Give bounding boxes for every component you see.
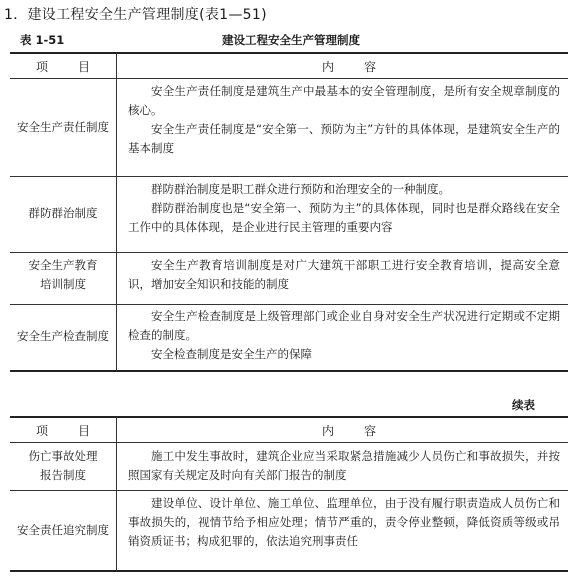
row-content bbox=[128, 494, 560, 551]
row-divider bbox=[10, 490, 568, 491]
row-content bbox=[128, 256, 560, 294]
table1-bottom-rule bbox=[10, 370, 568, 372]
content-paragraph: 建设单位、设计单位、施工单位、监理单位，由于没有履行职责造成人员伤亡和事故损失的，视情节给予相应处理；情节严重的，责令停业整顿，降低资质等级或吊销资质证书；构成犯罪的，依法追究刑事责任 bbox=[128, 496, 560, 548]
content-paragraph: 安全生产责任制度是建筑生产中最基本的安全管理制度，是所有安全规章制度的核心。 bbox=[128, 84, 560, 117]
row-item-label-line: 报告制度 bbox=[40, 468, 86, 482]
row-item-label-line: 伤亡事故处理 bbox=[28, 449, 98, 463]
row-divider bbox=[10, 176, 568, 177]
column-header-item: 项 目 bbox=[36, 60, 93, 74]
table1-header-rule bbox=[10, 78, 568, 79]
content-paragraph: 群防群治制度也是“安全第一、预防为主”的具体体现，同时也是群众路线在安全工作中的具体体现，是企业进行民主管理的重要内容 bbox=[128, 201, 560, 234]
row-item-label: 安全生产检查制度 bbox=[17, 329, 109, 343]
section-heading: 1．建设工程安全生产管理制度(表1—51) bbox=[4, 7, 267, 23]
column-header-content: 内 容 bbox=[322, 60, 379, 74]
row-divider bbox=[10, 252, 568, 253]
table2-bottom-rule bbox=[10, 570, 568, 572]
content-paragraph: 安全检查制度是安全生产的保障 bbox=[151, 347, 312, 361]
row-item-label: 群防群治制度 bbox=[28, 206, 98, 220]
content-paragraph: 施工中发生事故时，建筑企业应当采取紧急措施减少人员伤亡和事故损失，并按照国家有关规定及时向有关部门报告的制度 bbox=[128, 449, 560, 482]
row-content bbox=[128, 82, 560, 158]
row-item-label bbox=[10, 256, 116, 294]
row-content bbox=[128, 447, 560, 485]
row-item-label-line: 培训制度 bbox=[40, 277, 86, 291]
table-number: 表 1-51 bbox=[20, 33, 65, 47]
content-paragraph: 群防群治制度是职工群众进行预防和治理安全的一种制度。 bbox=[151, 182, 450, 196]
table2-top-rule bbox=[10, 416, 568, 418]
content-paragraph: 安全生产检查制度是上级管理部门或企业自身对安全生产状况进行定期或不定期检查的制度。 bbox=[128, 309, 560, 342]
row-item-label: 安全责任追究制度 bbox=[17, 523, 109, 537]
column-divider bbox=[116, 417, 117, 571]
row-content bbox=[128, 307, 560, 364]
column-divider bbox=[116, 53, 117, 371]
row-item-label bbox=[10, 447, 116, 485]
column-header-item: 项 目 bbox=[36, 424, 93, 438]
table1-top-rule bbox=[10, 52, 568, 54]
content-paragraph: 安全生产教育培训制度是对广大建筑干部职工进行安全教育培训，提高安全意识，增加安全知识和技能的制度 bbox=[128, 258, 560, 291]
row-item-label-line: 安全生产教育 bbox=[28, 258, 98, 272]
row-content bbox=[128, 180, 560, 237]
row-item-label: 安全生产责任制度 bbox=[17, 120, 109, 134]
table2-header-rule bbox=[10, 442, 568, 443]
table-title: 建设工程安全生产管理制度 bbox=[222, 33, 360, 47]
row-divider bbox=[10, 304, 568, 305]
continued-label: 续表 bbox=[512, 398, 535, 412]
content-paragraph: 安全生产责任制度是“安全第一、预防为主”方针的具体体现，是建筑安全生产的基本制度 bbox=[128, 122, 560, 155]
table-caption bbox=[10, 32, 568, 50]
column-header-content: 内 容 bbox=[322, 424, 379, 438]
